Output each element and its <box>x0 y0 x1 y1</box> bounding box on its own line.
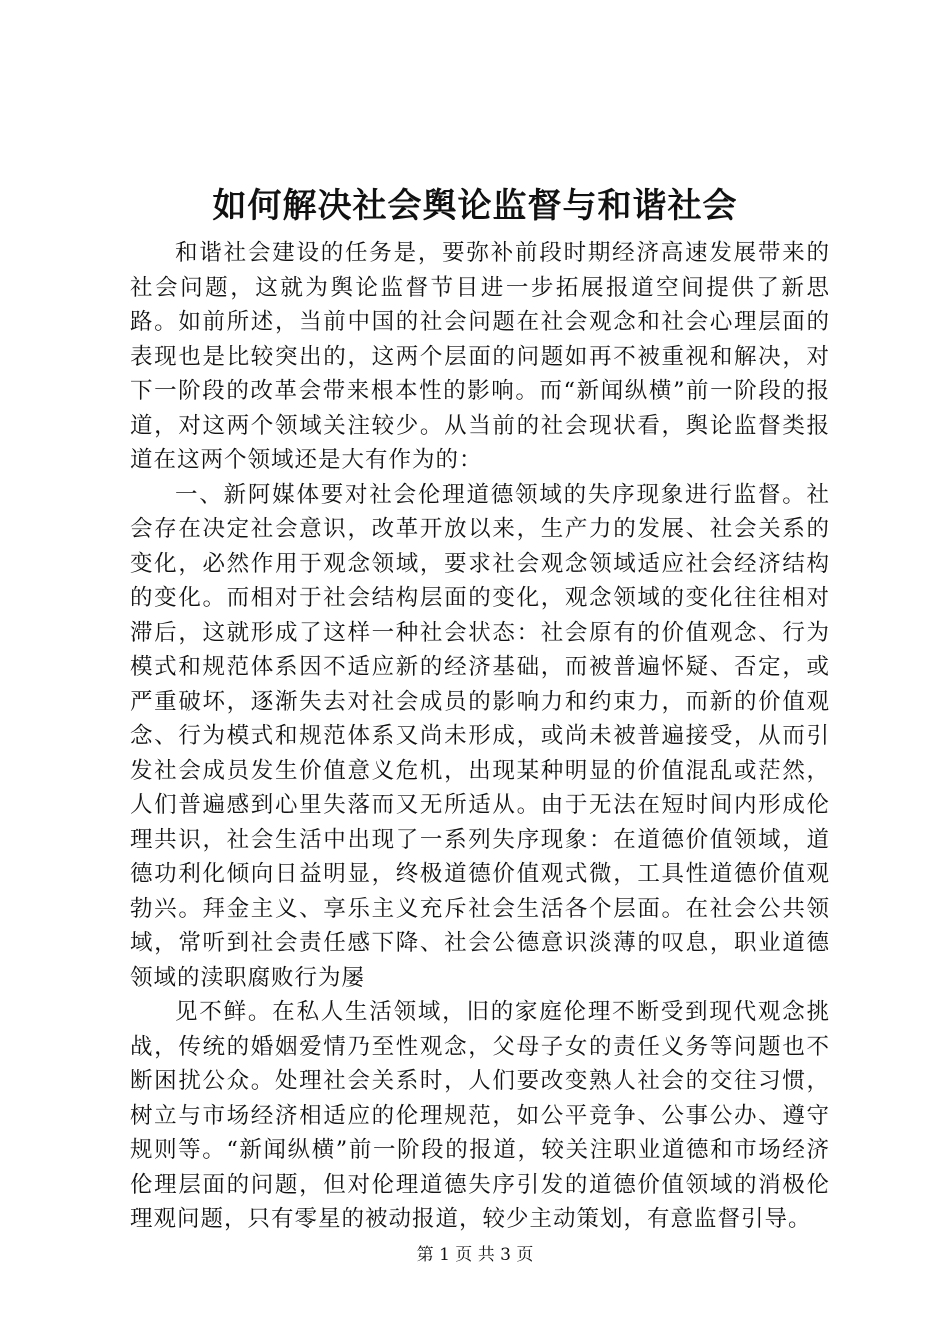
paragraph-1: 和谐社会建设的任务是，要弥补前段时期经济高速发展带来的社会问题，这就为舆论监督节目进一步拓展报道空间提供了新思路。如前所述，当前中国的社会问题在社会观念和社会心理层面的表现也是比较突出的，这两个层面的问题如再不被重视和解决，对下一阶段的改革会带来根本性的影响。而“新闻纵横”前一阶段的报道，对这两个领域关注较少。从当前的社会现状看，舆论监督类报道在这两个领域还是大有作为的： <box>130 240 830 473</box>
page-footer: 第 1 页 共 3 页 <box>416 1245 534 1265</box>
document-title: 如何解决社会舆论监督与和谐社会 <box>212 186 738 226</box>
paragraph-2: 一、新阿媒体要对社会伦理道德领域的失序现象进行监督。社会存在决定社会意识，改革开放以来，生产力的发展、社会关系的变化，必然作用于观念领域，要求社会观念领域适应社会经济结构的变化。而相对于社会结构层面的变化，观念领域的变化往往相对滞后，这就形成了这样一种社会状态：社会原有的价值观念、行为模式和规范体系因不适应新的经济基础，而被普遍怀疑、否定，或严重破坏，逐渐失去对社会成员的影响力和约束力，而新的价值观念、行为模式和规范体系又尚未形成，或尚未被普遍接受，从而引发社会成员发生价值意义危机，出现某种明显的价值混乱或茫然，人们普遍感到心里失落而又无所适从。由于无法在短时间内形成伦理共识，社会生活中出现了一系列失序现象：在道德价值领域，道德功利化倾向日益明显，终极道德价值观式微，工具性道德价值观勃兴。拜金主义、享乐主义充斥社会生活各个层面。在社会公共领域，常听到社会责任感下降、社会公德意识淡薄的叹息，职业道德领域的渎职腐败行为屡 <box>130 481 830 991</box>
paragraph-3: 见不鲜。在私人生活领域，旧的家庭伦理不断受到现代观念挑战，传统的婚姻爱情乃至性观念，父母子女的责任义务等问题也不断困扰公众。处理社会关系时，人们要改变熟人社会的交往习惯，树立与市场经济相适应的伦理规范，如公平竞争、公事公办、遵守规则等。“新闻纵横”前一阶段的报道，较关注职业道德和市场经济伦理层面的问题，但对伦理道德失序引发的道德价值领域的消极伦理观问题，只有零星的被动报道，较少主动策划，有意监督引导。 <box>130 999 830 1232</box>
document-body <box>130 236 830 1237</box>
